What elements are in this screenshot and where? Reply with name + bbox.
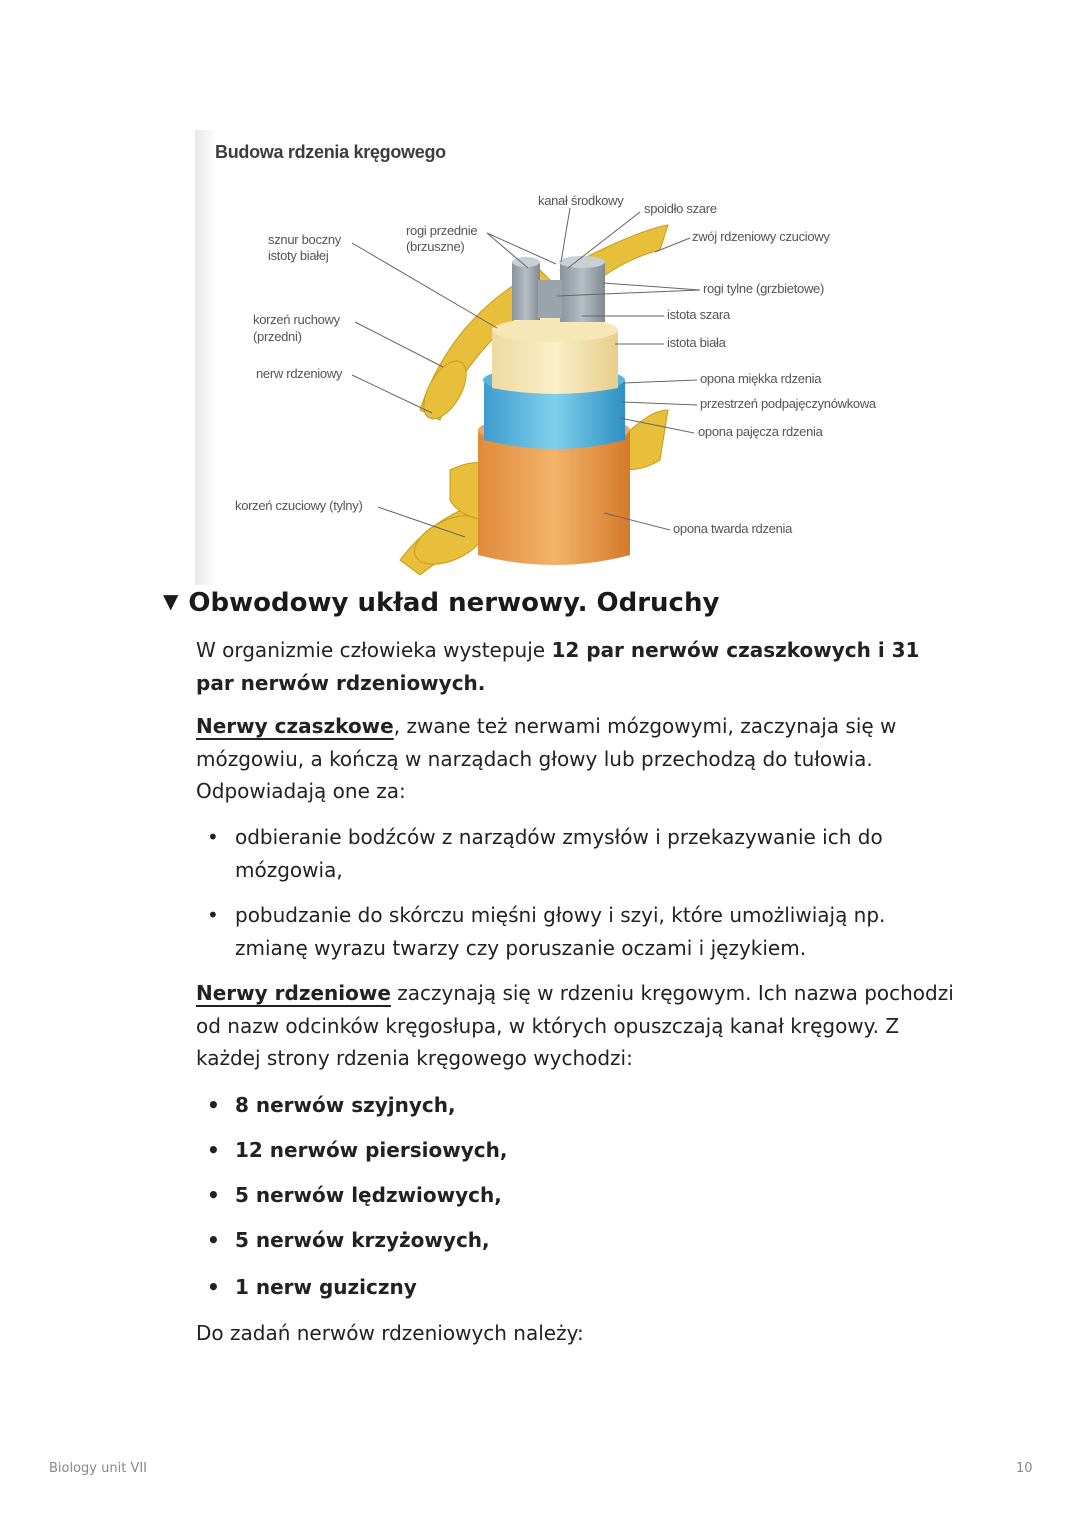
spinal-cord-diagram bbox=[0, 0, 1080, 600]
list-item-text: odbieranie bodźców z narządów zmysłów i przekazywanie ich do mózgowia, bbox=[235, 825, 883, 882]
label-korzen-ruchowy: korzeń ruchowy bbox=[253, 312, 340, 327]
list-item-text: 12 nerwów piersiowych, bbox=[235, 1138, 508, 1162]
label-przestrzen: przestrzeń podpajęczynówkowa bbox=[700, 396, 876, 411]
list-item: • 5 nerwów krzyżowych, bbox=[207, 1224, 947, 1257]
page-number: 10 bbox=[1016, 1461, 1033, 1476]
label-rogi-przednie: rogi przednie bbox=[406, 223, 478, 238]
list-item: • pobudzanie do skórczu mięśni głowy i szyi, które umożliwiają np. zmianę wyrazu twarzy czy poruszanie oczami i językiem. bbox=[207, 899, 947, 964]
label-sznur-boczny-2: istoty białej bbox=[268, 248, 329, 263]
label-spoidlo-szare: spoidło szare bbox=[644, 201, 717, 216]
section-heading[interactable] bbox=[163, 588, 719, 618]
section-heading-text: Obwodowy układ nerwowy. Odruchy bbox=[188, 588, 720, 618]
label-rogi-przednie-2: (brzuszne) bbox=[406, 239, 465, 254]
paragraph-cranial bbox=[196, 710, 956, 808]
label-istota-biala: istota biała bbox=[667, 335, 726, 350]
label-zwoj: zwój rdzeniowy czuciowy bbox=[692, 229, 830, 244]
label-korzen-czuciowy: korzeń czuciowy (tylny) bbox=[235, 498, 363, 513]
spinal-text: zaczynają się w rdzeniu kręgowym. Ich nazwa pochodzi od nazw odcinków kręgosłupa, w których opuszczają kanał kręgowy. Z każdej strony rdzenia kręgowego wychodzi: bbox=[196, 981, 954, 1070]
label-nerw-rdzeniowy: nerw rdzeniowy bbox=[256, 366, 343, 381]
label-opona-pajecza: opona pajęcza rdzenia bbox=[698, 424, 823, 439]
label-opona-twarda: opona twarda rdzenia bbox=[673, 521, 793, 536]
list-item: • 1 nerw guziczny bbox=[207, 1271, 947, 1304]
footer-title: Biology unit VII bbox=[49, 1461, 148, 1476]
label-opona-miekka: opona miękka rdzenia bbox=[700, 371, 822, 386]
paragraph-tasks: Do zadań nerwów rdzeniowych należy: bbox=[196, 1321, 584, 1345]
list-item-text: pobudzanie do skórczu mięśni głowy i szyi, które umożliwiają np. zmianę wyrazu twarzy czy poruszanie oczami i językiem. bbox=[235, 903, 886, 960]
list-item: • 8 nerwów szyjnych, bbox=[207, 1089, 947, 1122]
figure-title: Budowa rdzenia kręgowego bbox=[215, 142, 446, 162]
label-korzen-ruchowy-2: (przedni) bbox=[253, 329, 302, 344]
label-kanal-srodkowy: kanał środkowy bbox=[538, 193, 624, 208]
term-nerwy-rdzeniowe: Nerwy rdzeniowe bbox=[196, 981, 391, 1005]
list-item: • odbieranie bodźców z narządów zmysłów i przekazywanie ich do mózgowia, bbox=[207, 821, 947, 886]
toggle-triangle-icon[interactable]: ▼ bbox=[163, 589, 179, 613]
label-istota-szara: istota szara bbox=[667, 307, 730, 322]
intro-bold: 12 par nerwów czaszkowych i 31 par nerwów rdzeniowych. bbox=[196, 638, 920, 695]
list-item-text: 5 nerwów krzyżowych, bbox=[235, 1228, 490, 1252]
cranial-text: , zwane też nerwami mózgowymi, zaczynaja się w mózgowiu, a kończą w narządach głowy lub przechodzą do tułowia. Odpowiadają one za: bbox=[196, 714, 897, 803]
intro-text: W organizmie człowieka wystepuje bbox=[196, 638, 552, 662]
term-nerwy-czaszkowe: Nerwy czaszkowe bbox=[196, 714, 394, 738]
list-item: • 12 nerwów piersiowych, bbox=[207, 1134, 947, 1167]
list-item-text: 8 nerwów szyjnych, bbox=[235, 1093, 456, 1117]
label-sznur-boczny: sznur boczny bbox=[268, 232, 341, 247]
label-rogi-tylne: rogi tylne (grzbietowe) bbox=[703, 281, 824, 296]
list-item-text: 1 nerw guziczny bbox=[235, 1275, 417, 1299]
paragraph-spinal bbox=[196, 977, 956, 1075]
list-item-text: 5 nerwów lędzwiowych, bbox=[235, 1183, 502, 1207]
paragraph-intro bbox=[196, 634, 956, 699]
list-item: • 5 nerwów lędzwiowych, bbox=[207, 1179, 947, 1212]
